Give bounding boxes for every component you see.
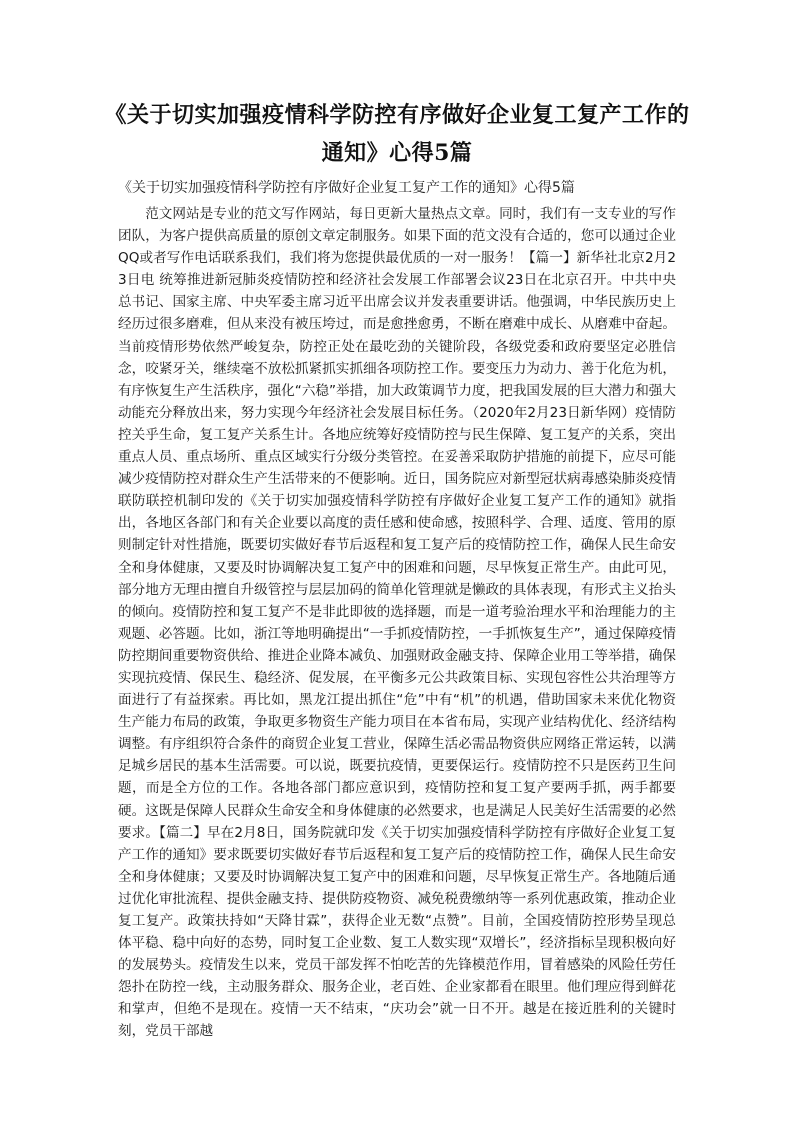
document-body: 范文网站是专业的范文写作网站，每日更新大量热点文章。同时，我们有一支专业的写作团队，为客户提供高质量的原创文章定制服务。如果下面的范文没有合适的，您可以通过企业QQ或者写作电话联系我们，我们将为您提供最优质的一对一服务！【篇一】新华社北京2月23日电 统筹推进新冠肺炎疫情防控和经济社会发展工作部署会议23日在北京召开。中共中央总书记、国家主席、中央军委主席习近平出席会议并发表重要讲话。他强调，中华民族历史上经历过很多磨难，但从来没有被压垮过，而是愈挫愈勇，不断在磨难中成长、从磨难中奋起。当前疫情形势依然严峻复杂，防控正处在最吃劲的关键阶段，各级党委和政府要坚定必胜信念，咬紧牙关，继续毫不放松抓紧抓实抓细各项防控工作。要变压力为动力、善于化危为机，有序恢复生产生活秩序，强化“六稳”举措，加大政策调节力度，把我国发展的巨大潜力和强大动能充分释放出来，努力实现今年经济社会发展目标任务。（2020年2月23日新华网）疫情防控关乎生命，复工复产关系生计。各地应统筹好疫情防控与民生保障、复工复产的关系，突出重点人员、重点场所、重点区域实行分级分类管控。在妥善采取防护措施的前提下，应尽可能减少疫情防控对群众生产生活带来的不便影响。近日，国务院应对新型冠状病毒感染肺炎疫情联防联控机制印发的《关于切实加强疫情科学防控有序做好企业复工复产工作的通知》就指出，各地区各部门和有关企业要以高度的责任感和使命感，按照科学、合理、适度、管用的原则制定针对性措施，既要切实做好春节后返程和复工复产后的疫情防控工作，确保人民生命安全和身体健康，又要及时协调解决复工复产中的困难和问题，尽早恢复正常生产。由此可见，部分地方无理由擅自升级管控与层层加码的简单化管理就是懒政的具体表现，有形式主义抬头的倾向。疫情防控和复工复产不是非此即彼的选择题，而是一道考验治理水平和治理能力的主观题、必答题。比如，浙江等地明确提出“一手抓疫情防控，一手抓恢复生产”，通过保障疫情防控期间重要物资供给、推进企业降本减负、加强财政金融支持、保障企业用工等举措，确保实现抗疫情、保民生、稳经济、促发展，在平衡多元公共政策目标、实现包容性公共治理等方面进行了有益探索。再比如，黑龙江提出抓住“危”中有“机”的机遇，借助国家未来优化物资生产能力布局的政策，争取更多物资生产能力项目在本省布局，实现产业结构优化、经济结构调整。有序组织符合条件的商贸企业复工营业，保障生活必需品物资供应网络正常运转，以满足城乡居民的基本生活需要。可以说，既要抗疫情，更要保运行。疫情防控不只是医药卫生问题，而是全方位的工作。各地各部门都应意识到，疫情防控和复工复产要两手抓，两手都要硬。这既是保障人民群众生命安全和身体健康的必然要求，也是满足人民美好生活需要的必然要求。【篇二】早在2月8日，国务院就印发《关于切实加强疫情科学防控有序做好企业复工复产工作的通知》要求既要切实做好春节后返程和复工复产后的疫情防控工作，确保人民生命安全和身体健康；又要及时协调解决复工复产中的困难和问题，尽早恢复正常生产。各地随后通过优化审批流程、提供金融支持、提供防疫物资、减免税费缴纳等一系列优惠政策，推动企业复工复产。政策扶持如“天降甘霖”，获得企业无数“点赞”。目前，全国疫情防控形势呈现总体平稳、稳中向好的态势，同时复工企业数、复工人数实现“双增长”，经济指标呈现积极向好的发展势头。疫情发生以来，党员干部发挥不怕吃苦的先锋模范作用，冒着感染的风险任劳任怨扑在防控一线，主动服务群众、服务企业，老百姓、企业家都看在眼里。他们理应得到鲜花和掌声，但绝不是现在。疫情一天不结束，“庆功会”就一日不开。越是在接近胜利的关键时刻，党员干部越	[118, 206, 676, 1040]
document-title: 《关于切实加强疫情科学防控有序做好企业复工复产工作的通知》心得5篇	[104, 102, 690, 166]
document-subtitle: 《关于切实加强疫情科学防控有序做好企业复工复产工作的通知》心得5篇	[118, 180, 575, 196]
